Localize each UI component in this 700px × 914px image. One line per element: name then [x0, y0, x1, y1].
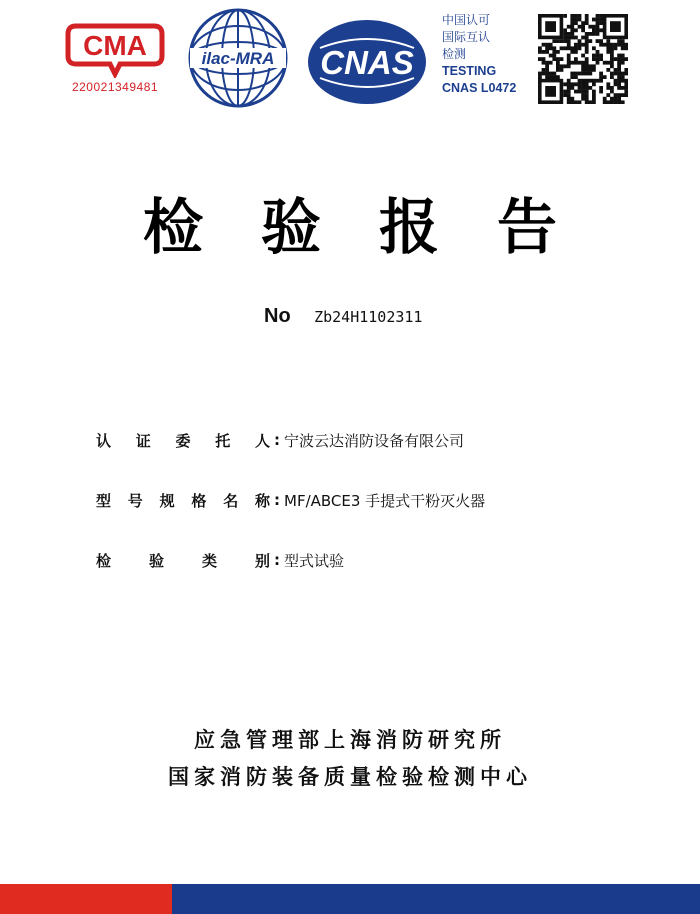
- ilac-mra-logo: [186, 6, 290, 110]
- page-title: 检验报告: [143, 193, 615, 263]
- field-model: [96, 488, 485, 512]
- field-client-label: 认 证 委 托 人: [96, 431, 270, 450]
- field-test-type-value: 型式试验: [284, 551, 345, 570]
- field-colon: :: [274, 491, 280, 509]
- field-test-type: [96, 548, 344, 572]
- issuer-line-1: 应急管理部上海消防研究所: [194, 728, 506, 752]
- cnas-text-line3: 检测: [442, 47, 467, 61]
- cnas-text-line5: CNAS L0472: [442, 81, 517, 95]
- cnas-text-line4: TESTING: [442, 64, 497, 78]
- footer-stripe-red: [0, 884, 172, 914]
- field-colon: :: [274, 551, 280, 569]
- svg-text:CNAS: CNAS: [320, 44, 414, 81]
- field-client: [96, 428, 464, 452]
- issuer-line-2: 国家消防装备质量检验检测中心: [168, 765, 532, 789]
- report-number: [264, 305, 422, 328]
- field-client-value: 宁波云达消防设备有限公司: [284, 431, 465, 450]
- cma-number: 220021349481: [71, 80, 159, 94]
- report-number-label: No: [264, 305, 291, 327]
- footer-stripe-blue: [172, 884, 700, 914]
- svg-text:CMA: CMA: [83, 30, 147, 61]
- report-number-value: Zb24H1102311: [314, 308, 423, 326]
- field-test-type-label: 检 验 类 别: [96, 551, 270, 570]
- field-colon: :: [274, 431, 280, 449]
- cnas-logo: [306, 18, 428, 106]
- svg-text:ilac-MRA: ilac-MRA: [201, 49, 275, 68]
- field-model-value: MF/ABCE3 手提式干粉灭火器: [284, 491, 486, 510]
- cnas-text-line2: 国际互认: [442, 30, 491, 44]
- cnas-accreditation-text: [442, 12, 542, 97]
- qr-code-icon: [538, 14, 628, 104]
- cnas-text-line1: 中国认可: [442, 13, 491, 27]
- cma-logo: [62, 22, 168, 78]
- field-model-label: 型 号 规 格 名 称: [96, 491, 270, 510]
